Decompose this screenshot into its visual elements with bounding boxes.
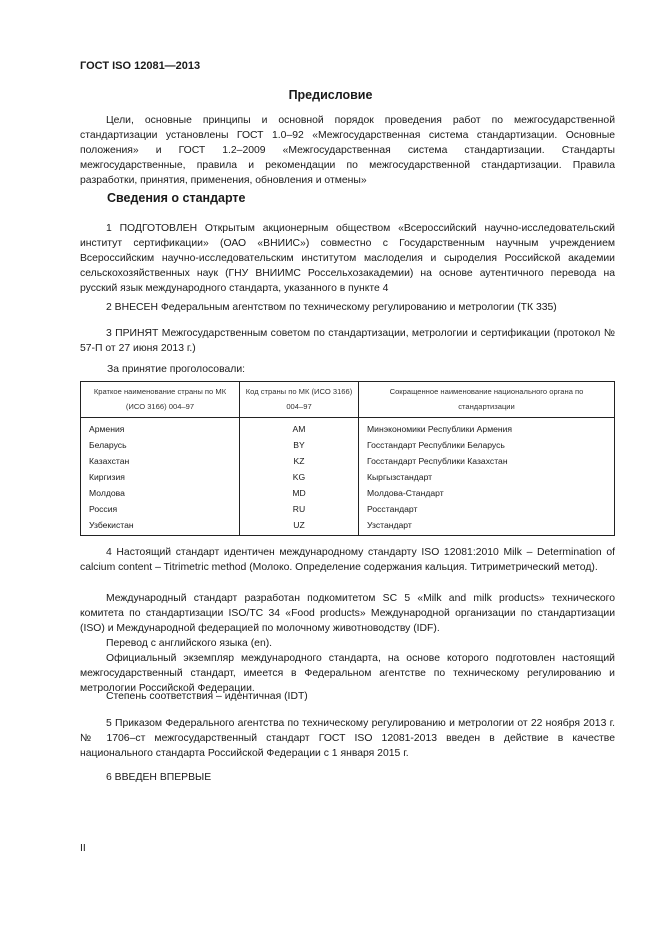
table-header-body: Сокращенное наименование национального органа по стандартизации bbox=[359, 382, 615, 418]
vote-label: За принятие проголосовали: bbox=[107, 364, 246, 375]
table-cell-body: Госстандарт Республики Беларусь bbox=[359, 437, 615, 453]
info-paragraph-6: 6 ВВЕДЕН ВПЕРВЫЕ bbox=[106, 772, 212, 783]
preface-title: Предисловие bbox=[288, 88, 373, 102]
table-header-country: Краткое наименование страны по МК (ИСО 3166) 004–97 bbox=[81, 382, 240, 418]
info-paragraph-1: 1 ПОДГОТОВЛЕН Открытым акционерным обществом «Всероссийский научно-исследовательский институт сертификации» (ОАО «ВНИИС») совместно с Государственным научным учреждением Всероссийским научно-исследовательским институтом маслоделия и сыроделия Российской академии сельскохозяйственных наук (ГНУ ВНИИМС Россельхозакадемии) на основе аутентичного перевода на русский язык международного стандарта, указанного в пункте 4 bbox=[80, 223, 615, 294]
table-cell-code: UZ bbox=[240, 517, 359, 536]
table-cell-code: RU bbox=[240, 501, 359, 517]
table-row bbox=[81, 469, 615, 485]
table-cell-body: Минэкономики Республики Армения bbox=[359, 418, 615, 438]
info-title: Сведения о стандарте bbox=[107, 191, 246, 205]
table-row bbox=[81, 517, 615, 536]
table-row bbox=[81, 501, 615, 517]
table-cell-code: AM bbox=[240, 418, 359, 438]
table-cell-code: BY bbox=[240, 437, 359, 453]
info-paragraph-5: 5 Приказом Федерального агентства по техническому регулированию и метрологии от 22 ноября 2013 г. № 1706–ст межгосударственный стандарт ГОСТ ISO 12081-2013 введен в действие в качестве национального стандарта Российской Федерации с 1 января 2015 г. bbox=[80, 718, 615, 759]
table-cell-country: Россия bbox=[81, 501, 240, 517]
table-cell-body: Кыргызстандарт bbox=[359, 469, 615, 485]
info-paragraph-4d: Официальный экземпляр международного стандарта, на основе которого подготовлен настоящий межгосударственный стандарт, имеется в Федеральном агентстве по техническому регулированию и метрологии Российской Федерации. bbox=[80, 653, 615, 694]
table-row bbox=[81, 485, 615, 501]
table-header-code: Код страны по МК (ИСО 3166) 004–97 bbox=[240, 382, 359, 418]
table-row bbox=[81, 453, 615, 469]
table-cell-body: Молдова-Стандарт bbox=[359, 485, 615, 501]
table-cell-body: Госстандарт Республики Казахстан bbox=[359, 453, 615, 469]
preface-text: Цели, основные принципы и основной порядок проведения работ по межгосударственной стандартизации установлены ГОСТ 1.0–92 «Межгосударственная система стандартизации. Основные положения» и ГОСТ 1.2–2009 «Межгосударственная система стандартизации. Стандарты межгосударственные, правила и рекомендации по межгосударственной стандартизации. Правила разработки, принятия, применения, обновления и отмены» bbox=[80, 115, 615, 186]
page-number: II bbox=[80, 843, 86, 854]
table-cell-country: Казахстан bbox=[81, 453, 240, 469]
table-cell-country: Киргизия bbox=[81, 469, 240, 485]
info-paragraph-4b: Международный стандарт разработан подкомитетом SC 5 «Milk and milk products» технического комитета по стандартизации ISO/TC 34 «Food products» Международной организации по стандартизации (ISO) и Международной федерацией по молочному животноводству (IDF). bbox=[80, 593, 615, 634]
info-paragraph-3: 3 ПРИНЯТ Межгосударственным советом по стандартизации, метрологии и сертификации (протокол № 57-П от 27 июня 2013 г.) bbox=[80, 328, 615, 354]
table-cell-body: Росстандарт bbox=[359, 501, 615, 517]
table-header-row bbox=[81, 382, 615, 418]
info-paragraph-4c: Перевод с английского языка (en). bbox=[106, 638, 273, 649]
table-cell-code: KZ bbox=[240, 453, 359, 469]
table-cell-code: MD bbox=[240, 485, 359, 501]
table-cell-country: Армения bbox=[81, 418, 240, 438]
table-cell-country: Беларусь bbox=[81, 437, 240, 453]
info-paragraph-4e: Степень соответствия – идентичная (IDT) bbox=[106, 691, 308, 702]
voting-table bbox=[80, 381, 615, 536]
table-cell-country: Узбекистан bbox=[81, 517, 240, 536]
table-row bbox=[81, 418, 615, 438]
info-paragraph-4: 4 Настоящий стандарт идентичен международному стандарту ISO 12081:2010 Milk – Determination of calcium content – Titrimetric method (Молоко. Определение содержания кальция. Титриметрический метод). bbox=[80, 547, 615, 573]
document-id: ГОСТ ISO 12081—2013 bbox=[80, 60, 201, 72]
table-cell-body: Узстандарт bbox=[359, 517, 615, 536]
table-cell-code: KG bbox=[240, 469, 359, 485]
table-cell-country: Молдова bbox=[81, 485, 240, 501]
table-row bbox=[81, 437, 615, 453]
info-paragraph-2: 2 ВНЕСЕН Федеральным агентством по техническому регулированию и метрологии (ТК 335) bbox=[106, 302, 557, 313]
